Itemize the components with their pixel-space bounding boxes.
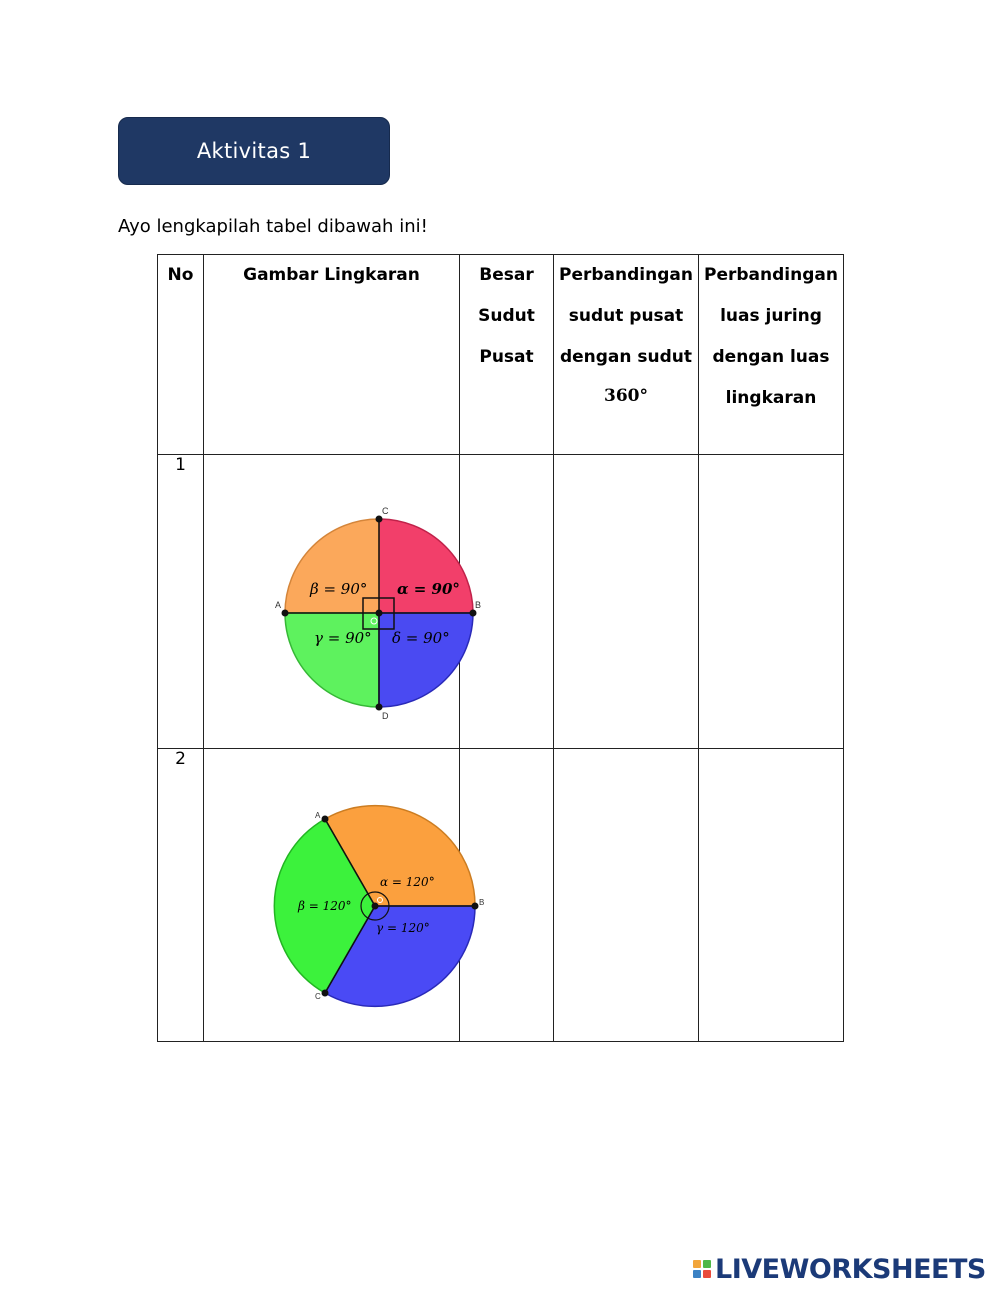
brand-name: LIVEWORKSHEETS — [715, 1253, 986, 1285]
table-header-row — [158, 255, 844, 455]
sector-beta — [285, 519, 379, 613]
sector-gamma-label: γ = 120° — [376, 921, 430, 935]
point-label-c: C — [315, 992, 321, 1001]
brand-logo[interactable] — [693, 1254, 986, 1284]
sector-alpha-label: α = 120° — [380, 875, 435, 889]
brand-square — [703, 1260, 711, 1268]
point-label-b: B — [479, 898, 485, 907]
header-perbandingan-sudut: Perbandingan sudut pusat dengan sudut 360° — [554, 255, 699, 455]
sector-alpha — [379, 519, 473, 613]
point-label-a: A — [315, 811, 321, 820]
header-perbandingan-luas: Perbandingan luas juring dengan luas lingkaran — [699, 255, 844, 455]
answer-perbandingan-luas-2[interactable] — [699, 749, 844, 1042]
brand-square — [693, 1270, 701, 1278]
worksheet-table — [157, 254, 844, 1042]
answer-perbandingan-sudut-1[interactable] — [554, 455, 699, 749]
point-label-c: C — [382, 506, 389, 516]
circle-diagram-2 — [204, 749, 485, 1042]
header-gambar: Gambar Lingkaran — [204, 255, 460, 455]
sector-delta — [379, 613, 473, 707]
sector-gamma-label: γ = 90° — [314, 629, 372, 647]
sector-gamma — [285, 613, 379, 707]
brand-square — [703, 1270, 711, 1278]
header-no: No — [158, 255, 204, 455]
table-row — [158, 749, 844, 1042]
answer-besar-1[interactable] — [460, 455, 554, 749]
instruction-text: Ayo lengkapilah tabel dibawah ini! — [118, 216, 428, 237]
brand-mark-icon — [693, 1260, 711, 1278]
row-number: 1 — [158, 455, 204, 749]
answer-perbandingan-sudut-2[interactable] — [554, 749, 699, 1042]
table-row — [158, 455, 844, 749]
answer-perbandingan-luas-1[interactable] — [699, 455, 844, 749]
activity-banner — [118, 117, 390, 185]
circle-cell-2 — [204, 749, 485, 1042]
point-label-d: D — [382, 711, 389, 721]
sector-alpha-label: α = 90° — [397, 580, 460, 598]
sector-beta-label: β = 120° — [298, 899, 352, 913]
row-number: 2 — [158, 749, 204, 1042]
point-label-a: A — [275, 600, 282, 610]
header-besar: Besar Sudut Pusat — [460, 255, 554, 455]
brand-square — [693, 1260, 701, 1268]
circle-cell-1 — [204, 455, 482, 749]
activity-title: Aktivitas 1 — [196, 139, 312, 163]
point-label-b: B — [475, 600, 482, 610]
circle-diagram-1 — [204, 455, 482, 749]
sector-beta-label: β = 90° — [310, 580, 368, 598]
sector-delta-label: δ = 90° — [392, 629, 450, 647]
